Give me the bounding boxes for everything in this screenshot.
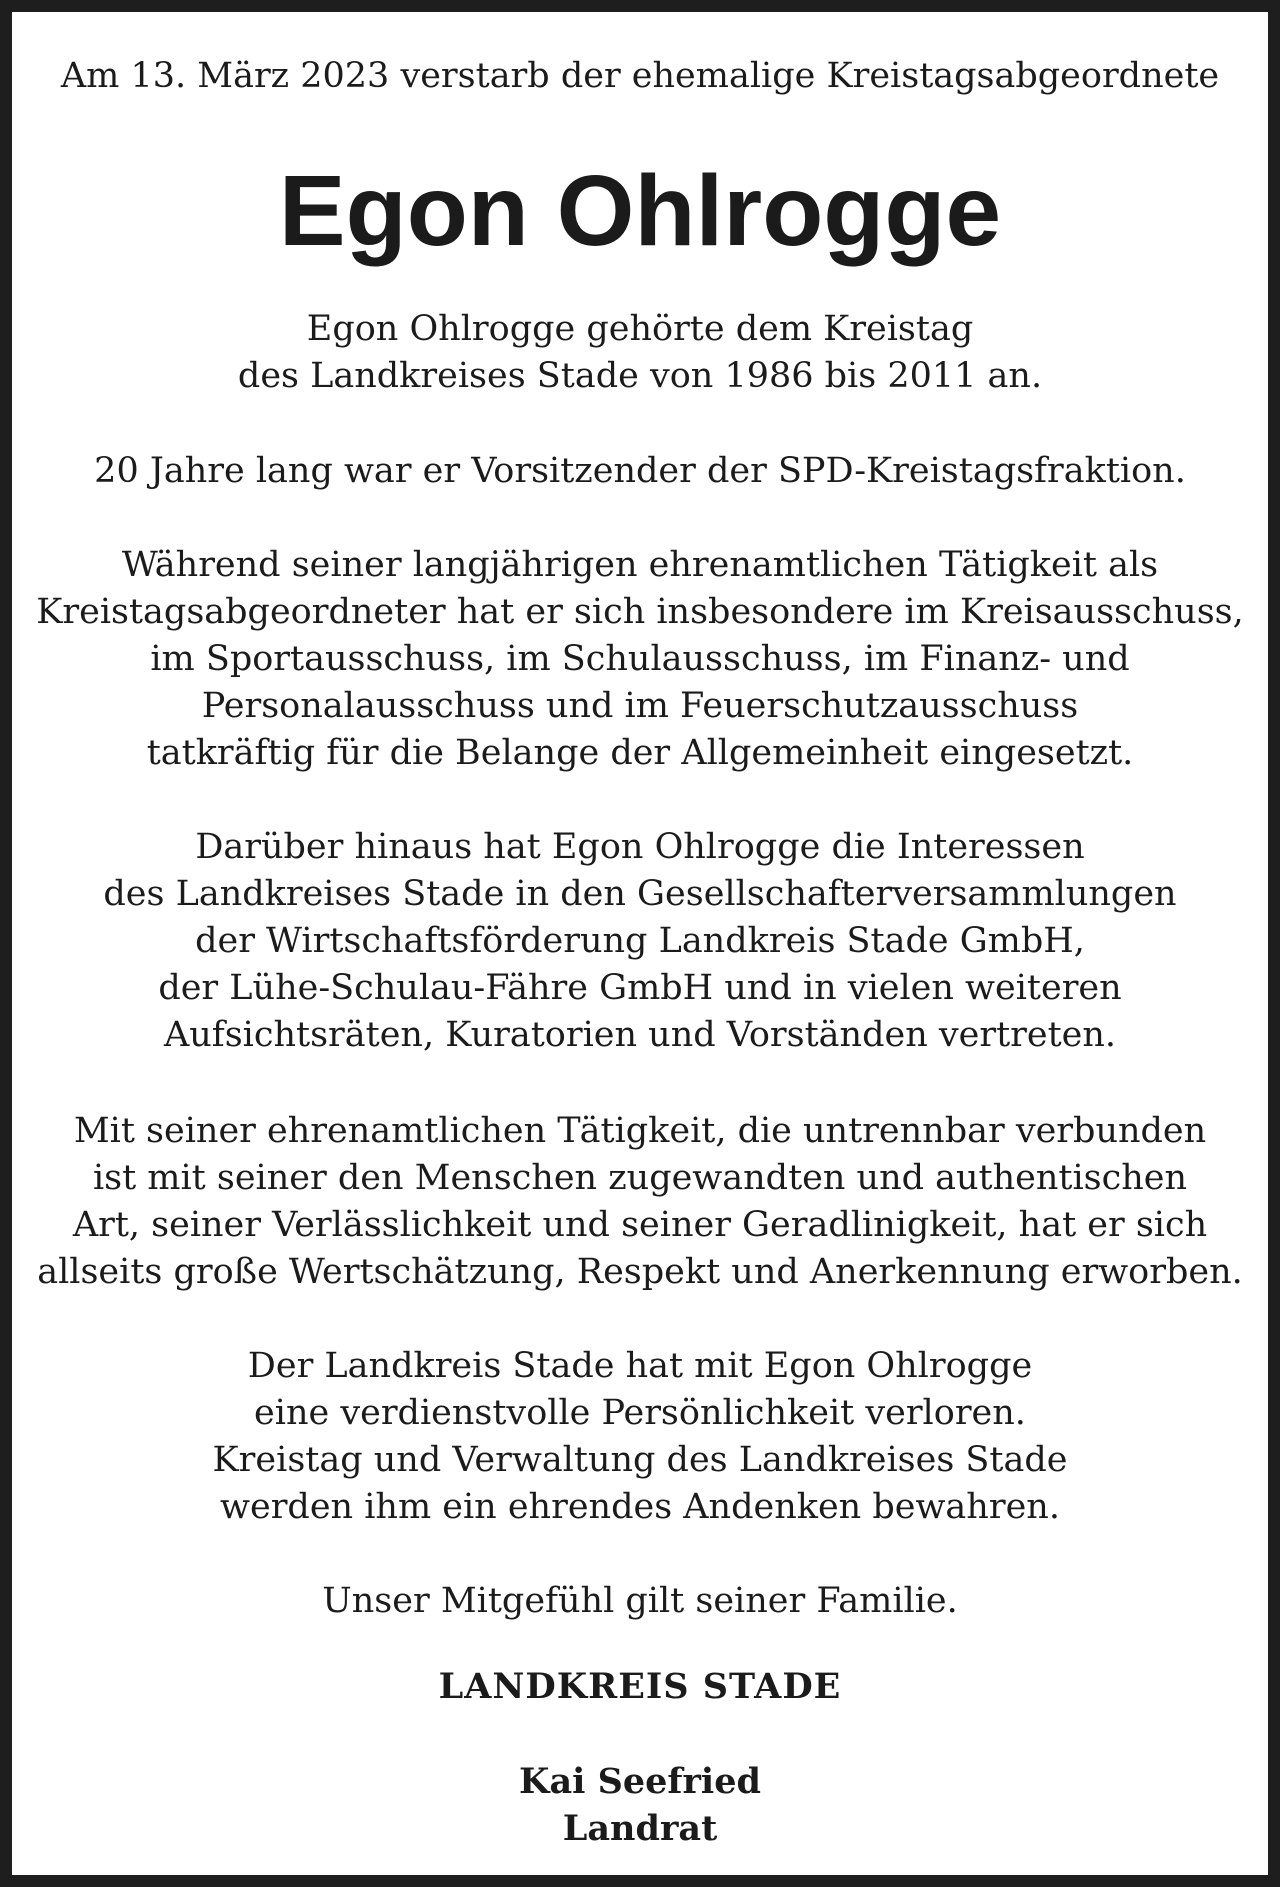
text-line: Während seiner langjährigen ehrenamtlichen Tätigkeit als (121, 545, 1159, 585)
text-line: Aufsichtsräten, Kuratorien und Vorständen vertreten. (163, 1015, 1117, 1055)
text-line: allseits große Wertschätzung, Respekt und Anerkennung erworben. (37, 1252, 1243, 1292)
signature-block (24, 1758, 1256, 1852)
text-line: Art, seiner Verlässlichkeit und seiner Geradlinigkeit, hat er sich (72, 1205, 1208, 1245)
text-line: Kreistagsabgeordneter hat er sich insbesondere im Kreisausschuss, (36, 592, 1244, 632)
paragraph-remembrance (24, 1343, 1256, 1531)
text-line: werden ihm ein ehrendes Andenken bewahren. (220, 1487, 1060, 1527)
paragraph-appreciation (24, 1108, 1256, 1296)
text-line: des Landkreises Stade in den Gesellschafterversammlungen (103, 874, 1177, 914)
text-line: Unser Mitgefühl gilt seiner Familie. (322, 1581, 958, 1621)
text-line: tatkräftig für die Belange der Allgemeinheit eingesetzt. (146, 733, 1134, 773)
text-line: Egon Ohlrogge gehörte dem Kreistag (306, 309, 974, 349)
text-line: Darüber hinaus hat Egon Ohlrogge die Interessen (195, 827, 1085, 867)
text-line: 20 Jahre lang war er Vorsitzender der SPD-Kreistagsfraktion. (94, 451, 1186, 491)
paragraph-chairman (24, 448, 1256, 495)
text-line: der Wirtschaftsförderung Landkreis Stade GmbH, (195, 921, 1085, 961)
text-line: der Lühe-Schulau-Fähre GmbH und in vielen weiteren (158, 968, 1122, 1008)
signatory-title: Landrat (562, 1808, 718, 1849)
signatory-name: Kai Seefried (519, 1761, 761, 1802)
text-line: Der Landkreis Stade hat mit Egon Ohlrogge (247, 1346, 1033, 1386)
text-line: Kreistag und Verwaltung des Landkreises Stade (212, 1440, 1068, 1480)
text-line: ist mit seiner den Menschen zugewandten und authentischen (92, 1158, 1188, 1198)
organization-name: LANDKREIS STADE (438, 1666, 842, 1707)
intro-line: Am 13. März 2023 verstarb der ehemalige Kreistagsabgeordnete (60, 56, 1220, 96)
text-line: des Landkreises Stade von 1986 bis 2011 an. (237, 356, 1043, 396)
text-line: im Sportausschuss, im Schulausschuss, im Finanz- und (150, 639, 1130, 679)
paragraph-representation (24, 824, 1256, 1059)
text-line: Personalausschuss und im Feuerschutzausschuss (201, 686, 1079, 726)
paragraph-condolence (24, 1578, 1256, 1625)
deceased-name: Egon Ohlrogge (278, 155, 1002, 267)
paragraph-committees (24, 542, 1256, 777)
text-line: eine verdienstvolle Persönlichkeit verloren. (254, 1393, 1026, 1433)
paragraph-membership (24, 306, 1256, 400)
text-line: Mit seiner ehrenamtlichen Tätigkeit, die untrennbar verbunden (73, 1111, 1207, 1151)
